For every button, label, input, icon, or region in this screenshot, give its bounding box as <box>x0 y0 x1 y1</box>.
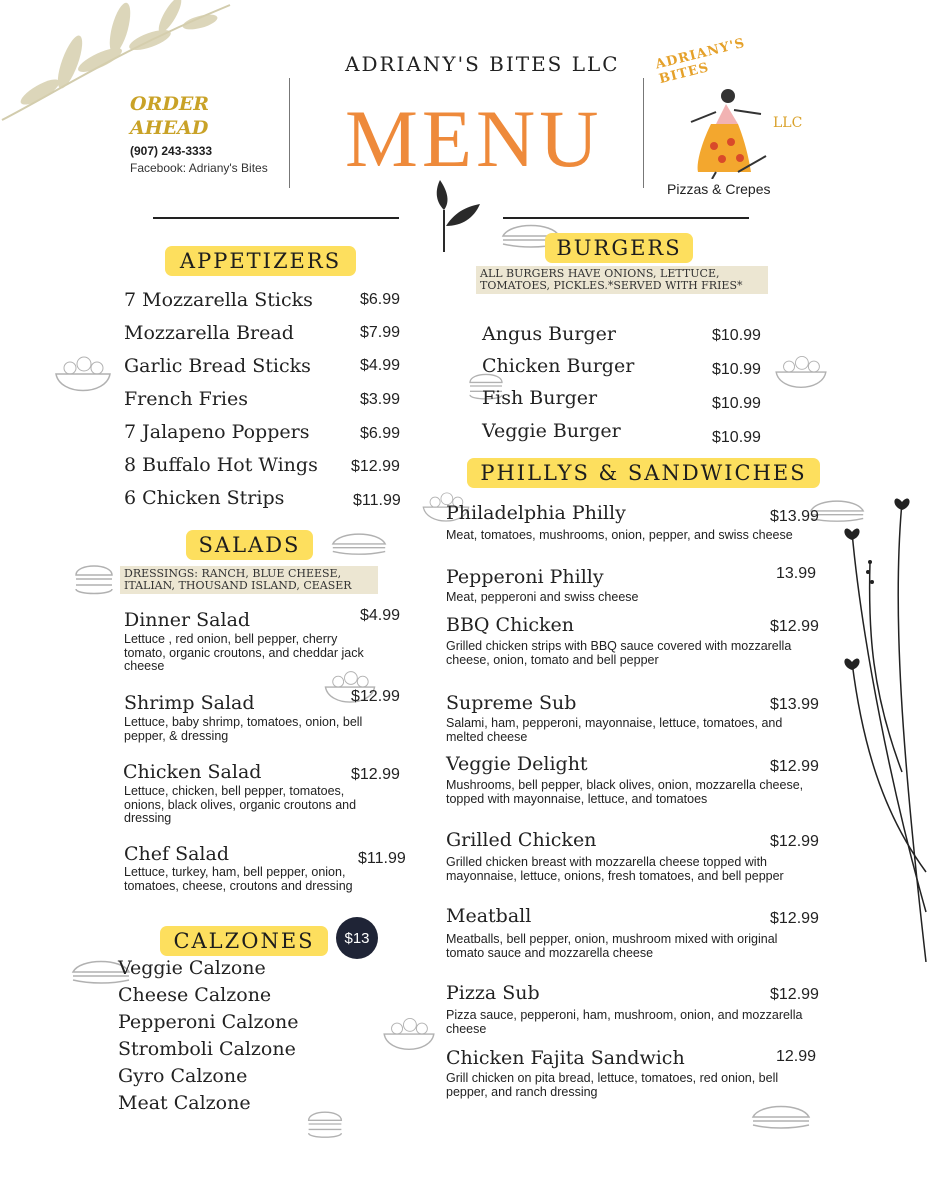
header-divider-left <box>289 78 290 188</box>
menu-item-desc: Mushrooms, bell pepper, black olives, onion, mozzarella cheese, topped with mayonnaise, lettuce, and tomatoes <box>446 778 804 806</box>
phone-number[interactable]: (907) 243-3333 <box>130 144 213 158</box>
salad-bowl-icon <box>770 350 832 396</box>
menu-item-price: $10.99 <box>712 327 761 344</box>
menu-item-price: $12.99 <box>770 833 819 850</box>
menu-item-desc: Lettuce, chicken, bell pepper, tomatoes, onions, black olives, organic croutons and dressing <box>124 784 357 825</box>
phillys-header: PHILLYS & SANDWICHES <box>467 458 820 488</box>
business-name: ADRIANY'S BITES LLC <box>345 52 620 76</box>
menu-item-name: Stromboli Calzone <box>118 1038 296 1060</box>
order-ahead-label <box>130 92 209 140</box>
sandwich-icon <box>330 530 388 556</box>
menu-item-name: Veggie Calzone <box>118 957 266 979</box>
burger-icon <box>72 561 116 597</box>
menu-item-price: 12.99 <box>776 1048 817 1065</box>
menu-item-price: $7.99 <box>360 324 401 341</box>
menu-item-desc: Grilled chicken strips with BBQ sauce covered with mozzarella cheese, onion, tomato and bell pepper <box>446 639 792 667</box>
menu-item-name: Garlic Bread Sticks <box>124 355 311 377</box>
facebook-link[interactable]: Facebook: Adriany's Bites <box>130 161 268 175</box>
menu-item-desc: Grill chicken on pita bread, lettuce, tomatoes, red onion, bell pepper, and ranch dressing <box>446 1071 779 1099</box>
menu-item-name: Pepperoni Philly <box>446 566 604 588</box>
menu-item-price: $12.99 <box>770 618 819 635</box>
menu-item-desc: Pizza sauce, pepperoni, ham, mushroom, onion, and mozzarella cheese <box>446 1008 803 1036</box>
menu-item-desc: Meat, pepperoni and swiss cheese <box>446 590 639 604</box>
menu-item-desc: Lettuce, baby shrimp, tomatoes, onion, bell pepper, & dressing <box>124 715 363 743</box>
menu-item-name: 7 Mozzarella Sticks <box>124 289 313 311</box>
menu-item-name: Mozzarella Bread <box>124 322 294 344</box>
menu-item-price: $13.99 <box>770 508 819 525</box>
menu-item-name: Philadelphia Philly <box>446 502 626 524</box>
menu-item-name: French Fries <box>124 388 249 410</box>
sandwich-icon <box>750 1103 812 1129</box>
menu-item-price: $11.99 <box>358 850 406 867</box>
dancer-pizza-logo <box>676 84 776 179</box>
menu-item-desc: Meatballs, bell pepper, onion, mushroom mixed with original tomato sauce and mozzarella cheese <box>446 932 778 960</box>
menu-item-price: $12.99 <box>770 758 819 775</box>
menu-item-price: $10.99 <box>712 429 761 446</box>
burgers-header: BURGERS <box>545 233 693 263</box>
page-title: MENU <box>345 93 603 184</box>
salad-bowl-icon <box>50 350 116 400</box>
menu-item-name: Meat Calzone <box>118 1092 251 1114</box>
menu-item-price: $11.99 <box>353 492 401 509</box>
burgers-note: ALL BURGERS HAVE ONIONS, LETTUCE, TOMATOES, PICKLES.*SERVED WITH FRIES* <box>476 266 768 294</box>
salad-bowl-icon <box>378 1012 440 1058</box>
menu-item-name: Pepperoni Calzone <box>118 1011 299 1033</box>
header-rule-left <box>153 217 399 219</box>
menu-item-price: $3.99 <box>360 391 401 408</box>
logo-title: ADRIANY'S BITES <box>654 35 747 88</box>
calzones-price-badge: $13 <box>336 917 378 959</box>
menu-item-price: $6.99 <box>360 291 401 308</box>
menu-item-price: $12.99 <box>770 986 819 1003</box>
menu-item-name: Chicken Fajita Sandwich <box>446 1047 685 1069</box>
menu-item-price: $12.99 <box>351 688 400 705</box>
appetizers-header: APPETIZERS <box>165 246 356 276</box>
header-rule-right <box>503 217 749 219</box>
menu-item-name: Cheese Calzone <box>118 984 272 1006</box>
menu-item-price: $10.99 <box>712 361 761 378</box>
menu-item-price: $4.99 <box>360 357 401 374</box>
menu-item-name: Veggie Delight <box>446 753 588 775</box>
menu-item-name: Chef Salad <box>124 843 230 865</box>
menu-item-desc: Lettuce , red onion, bell pepper, cherry tomato, organic croutons, and cheddar jack cheese <box>124 632 364 673</box>
menu-item-name: 7 Jalapeno Poppers <box>124 421 310 443</box>
menu-item-name: Shrimp Salad <box>124 692 255 714</box>
menu-item-price: 13.99 <box>776 565 817 582</box>
menu-item-desc: Meat, tomatoes, mushrooms, onion, pepper, and swiss cheese <box>446 528 793 542</box>
order-ahead-line1: ORDER <box>130 93 210 115</box>
menu-item-name: Chicken Burger <box>482 355 635 377</box>
calzones-header: CALZONES <box>160 926 328 956</box>
menu-item-name: Veggie Burger <box>482 420 621 442</box>
menu-item-name: 8 Buffalo Hot Wings <box>124 454 318 476</box>
menu-item-name: Chicken Salad <box>123 761 262 783</box>
menu-item-name: Pizza Sub <box>446 982 540 1004</box>
logo-subtitle: Pizzas & Crepes <box>667 181 771 197</box>
menu-item-price: $12.99 <box>770 910 819 927</box>
salads-dressing-note: DRESSINGS: RANCH, BLUE CHEESE, ITALIAN, THOUSAND ISLAND, CEASER <box>120 566 378 594</box>
menu-item-price: $4.99 <box>360 607 401 624</box>
flower-stems-icon <box>832 492 927 962</box>
menu-item-name: Angus Burger <box>482 323 616 345</box>
menu-item-price: $6.99 <box>360 425 401 442</box>
menu-item-price: $12.99 <box>351 458 400 475</box>
menu-item-name: BBQ Chicken <box>446 614 575 636</box>
menu-item-name: Grilled Chicken <box>446 829 597 851</box>
header-divider-right <box>643 78 644 188</box>
menu-item-price: $13.99 <box>770 696 819 713</box>
order-ahead-line2: AHEAD <box>130 117 209 139</box>
menu-item-name: Fish Burger <box>482 387 598 409</box>
menu-item-name: Dinner Salad <box>124 609 251 631</box>
leaf-icon <box>432 180 482 255</box>
salads-header: SALADS <box>186 530 313 560</box>
logo-llc: LLC <box>773 115 803 131</box>
menu-item-name: Supreme Sub <box>446 692 577 714</box>
menu-item-price: $12.99 <box>351 766 400 783</box>
menu-item-name: Gyro Calzone <box>118 1065 248 1087</box>
menu-item-desc: Lettuce, turkey, ham, bell pepper, onion, tomatoes, cheese, croutons and dressing <box>124 865 353 893</box>
burger-icon <box>305 1107 345 1141</box>
menu-item-price: $10.99 <box>712 395 761 412</box>
menu-item-name: Meatball <box>446 905 532 927</box>
menu-item-desc: Grilled chicken breast with mozzarella cheese topped with mayonnaise, lettuce, onions, fresh tomatoes, and bell pepper <box>446 855 784 883</box>
menu-item-desc: Salami, ham, pepperoni, mayonnaise, lettuce, tomatoes, and melted cheese <box>446 716 783 744</box>
menu-item-name: 6 Chicken Strips <box>124 487 285 509</box>
